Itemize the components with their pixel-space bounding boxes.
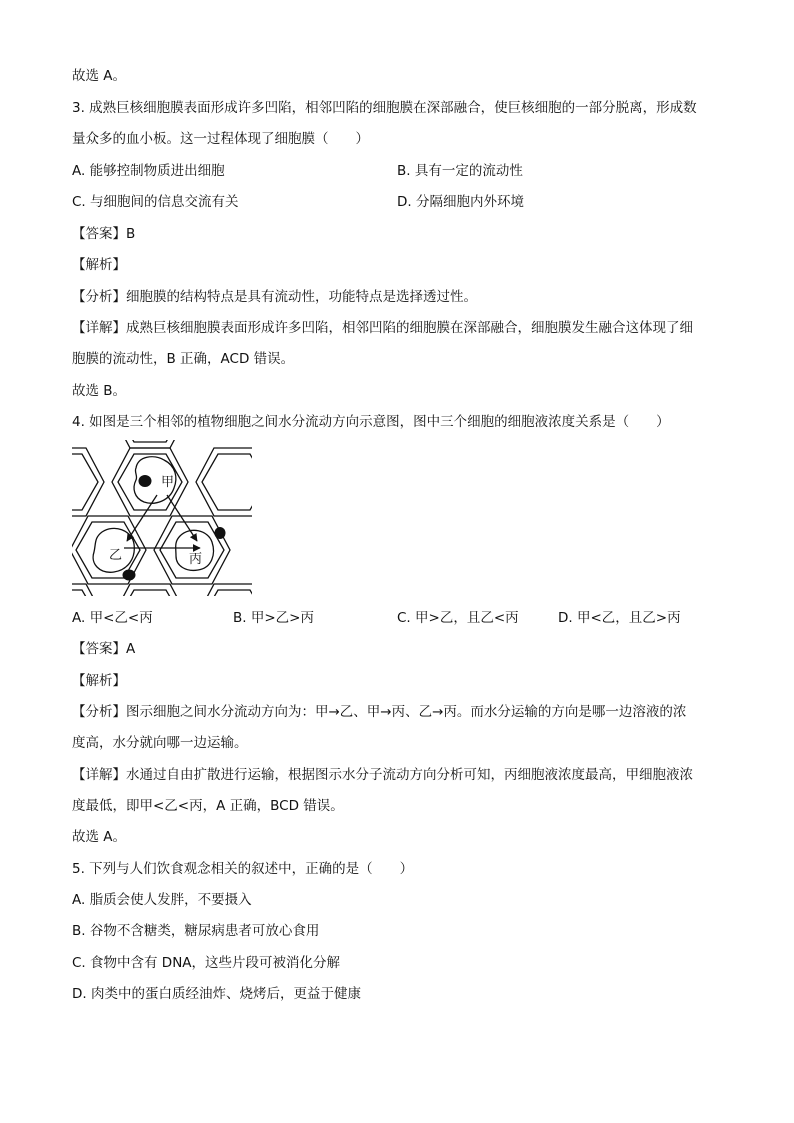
question-3-stem-cont: 量众多的血小板。这一过程体现了细胞膜（ ） [72, 131, 369, 147]
q4-detail: 【详解】水通过自由扩散进行运输，根据图示水分子流动方向分析可知，丙细胞液浓度最高，甲细胞液浓 [72, 767, 693, 783]
q3-option-d: D. 分隔细胞内外环境 [397, 194, 524, 210]
q3-option-b: B. 具有一定的流动性 [397, 163, 523, 179]
q3-detail: 【详解】成熟巨核细胞膜表面形成许多凹陷，相邻凹陷的细胞膜在深部融合，细胞膜发生融合这体现了细 [72, 320, 693, 336]
q4-conclusion: 故选 A。 [72, 829, 127, 845]
q5-option-a: A. 脂质会使人发胖，不要摄入 [72, 892, 252, 908]
q4-option-c: C. 甲>乙，且乙<丙 [397, 610, 519, 626]
question-3-stem: 3. 成熟巨核细胞膜表面形成许多凹陷，相邻凹陷的细胞膜在深部融合，使巨核细胞的一部分脱离，形成数 [72, 100, 697, 116]
q5-option-c: C. 食物中含有 DNA，这些片段可被消化分解 [72, 955, 341, 971]
question-5-stem: 5. 下列与人们饮食观念相关的叙述中，正确的是（ ） [72, 861, 414, 877]
q5-option-d: D. 肉类中的蛋白质经油炸、烧烤后，更益于健康 [72, 986, 361, 1002]
answer-conclusion: 故选 A。 [72, 68, 127, 84]
q3-detail-cont: 胞膜的流动性，B 正确，ACD 错误。 [72, 351, 295, 367]
q4-option-d: D. 甲<乙，且乙>丙 [558, 610, 681, 626]
label-bing: 丙 [189, 552, 203, 567]
arrow-jia-to-yi [127, 495, 157, 541]
q4-option-b: B. 甲>乙>丙 [233, 610, 314, 626]
q3-option-c: C. 与细胞间的信息交流有关 [72, 194, 239, 210]
q4-analysis-heading: 【解析】 [72, 673, 126, 689]
cell-walls-outer [72, 440, 252, 596]
q3-analysis: 【分析】细胞膜的结构特点是具有流动性，功能特点是选择透过性。 [72, 289, 477, 305]
q3-analysis-heading: 【解析】 [72, 257, 126, 273]
question-4-stem: 4. 如图是三个相邻的植物细胞之间水分流动方向示意图，图中三个细胞的细胞液浓度关系是（ ） [72, 414, 670, 430]
nucleus-bing [215, 527, 226, 539]
q4-option-a: A. 甲<乙<丙 [72, 610, 153, 626]
q5-option-b: B. 谷物不含糖类，糖尿病患者可放心食用 [72, 923, 320, 939]
plant-cells-diagram [72, 440, 252, 596]
q3-answer: 【答案】B [72, 226, 136, 242]
nucleus-jia [139, 475, 152, 487]
q4-answer: 【答案】A [72, 641, 136, 657]
label-yi: 乙 [109, 548, 123, 563]
q3-option-a: A. 能够控制物质进出细胞 [72, 163, 225, 179]
cell-walls-inner [72, 440, 252, 596]
q3-conclusion: 故选 B。 [72, 383, 127, 399]
q4-analysis: 【分析】图示细胞之间水分流动方向为：甲→乙、甲→丙、乙→丙。而水分运输的方向是哪一边溶液的浓 [72, 704, 687, 720]
label-jia: 甲 [161, 475, 175, 490]
q4-analysis-cont: 度高，水分就向哪一边运输。 [72, 735, 248, 751]
q4-detail-cont: 度最低，即甲<乙<丙，A 正确，BCD 错误。 [72, 798, 344, 814]
nucleus-yi [123, 570, 136, 581]
